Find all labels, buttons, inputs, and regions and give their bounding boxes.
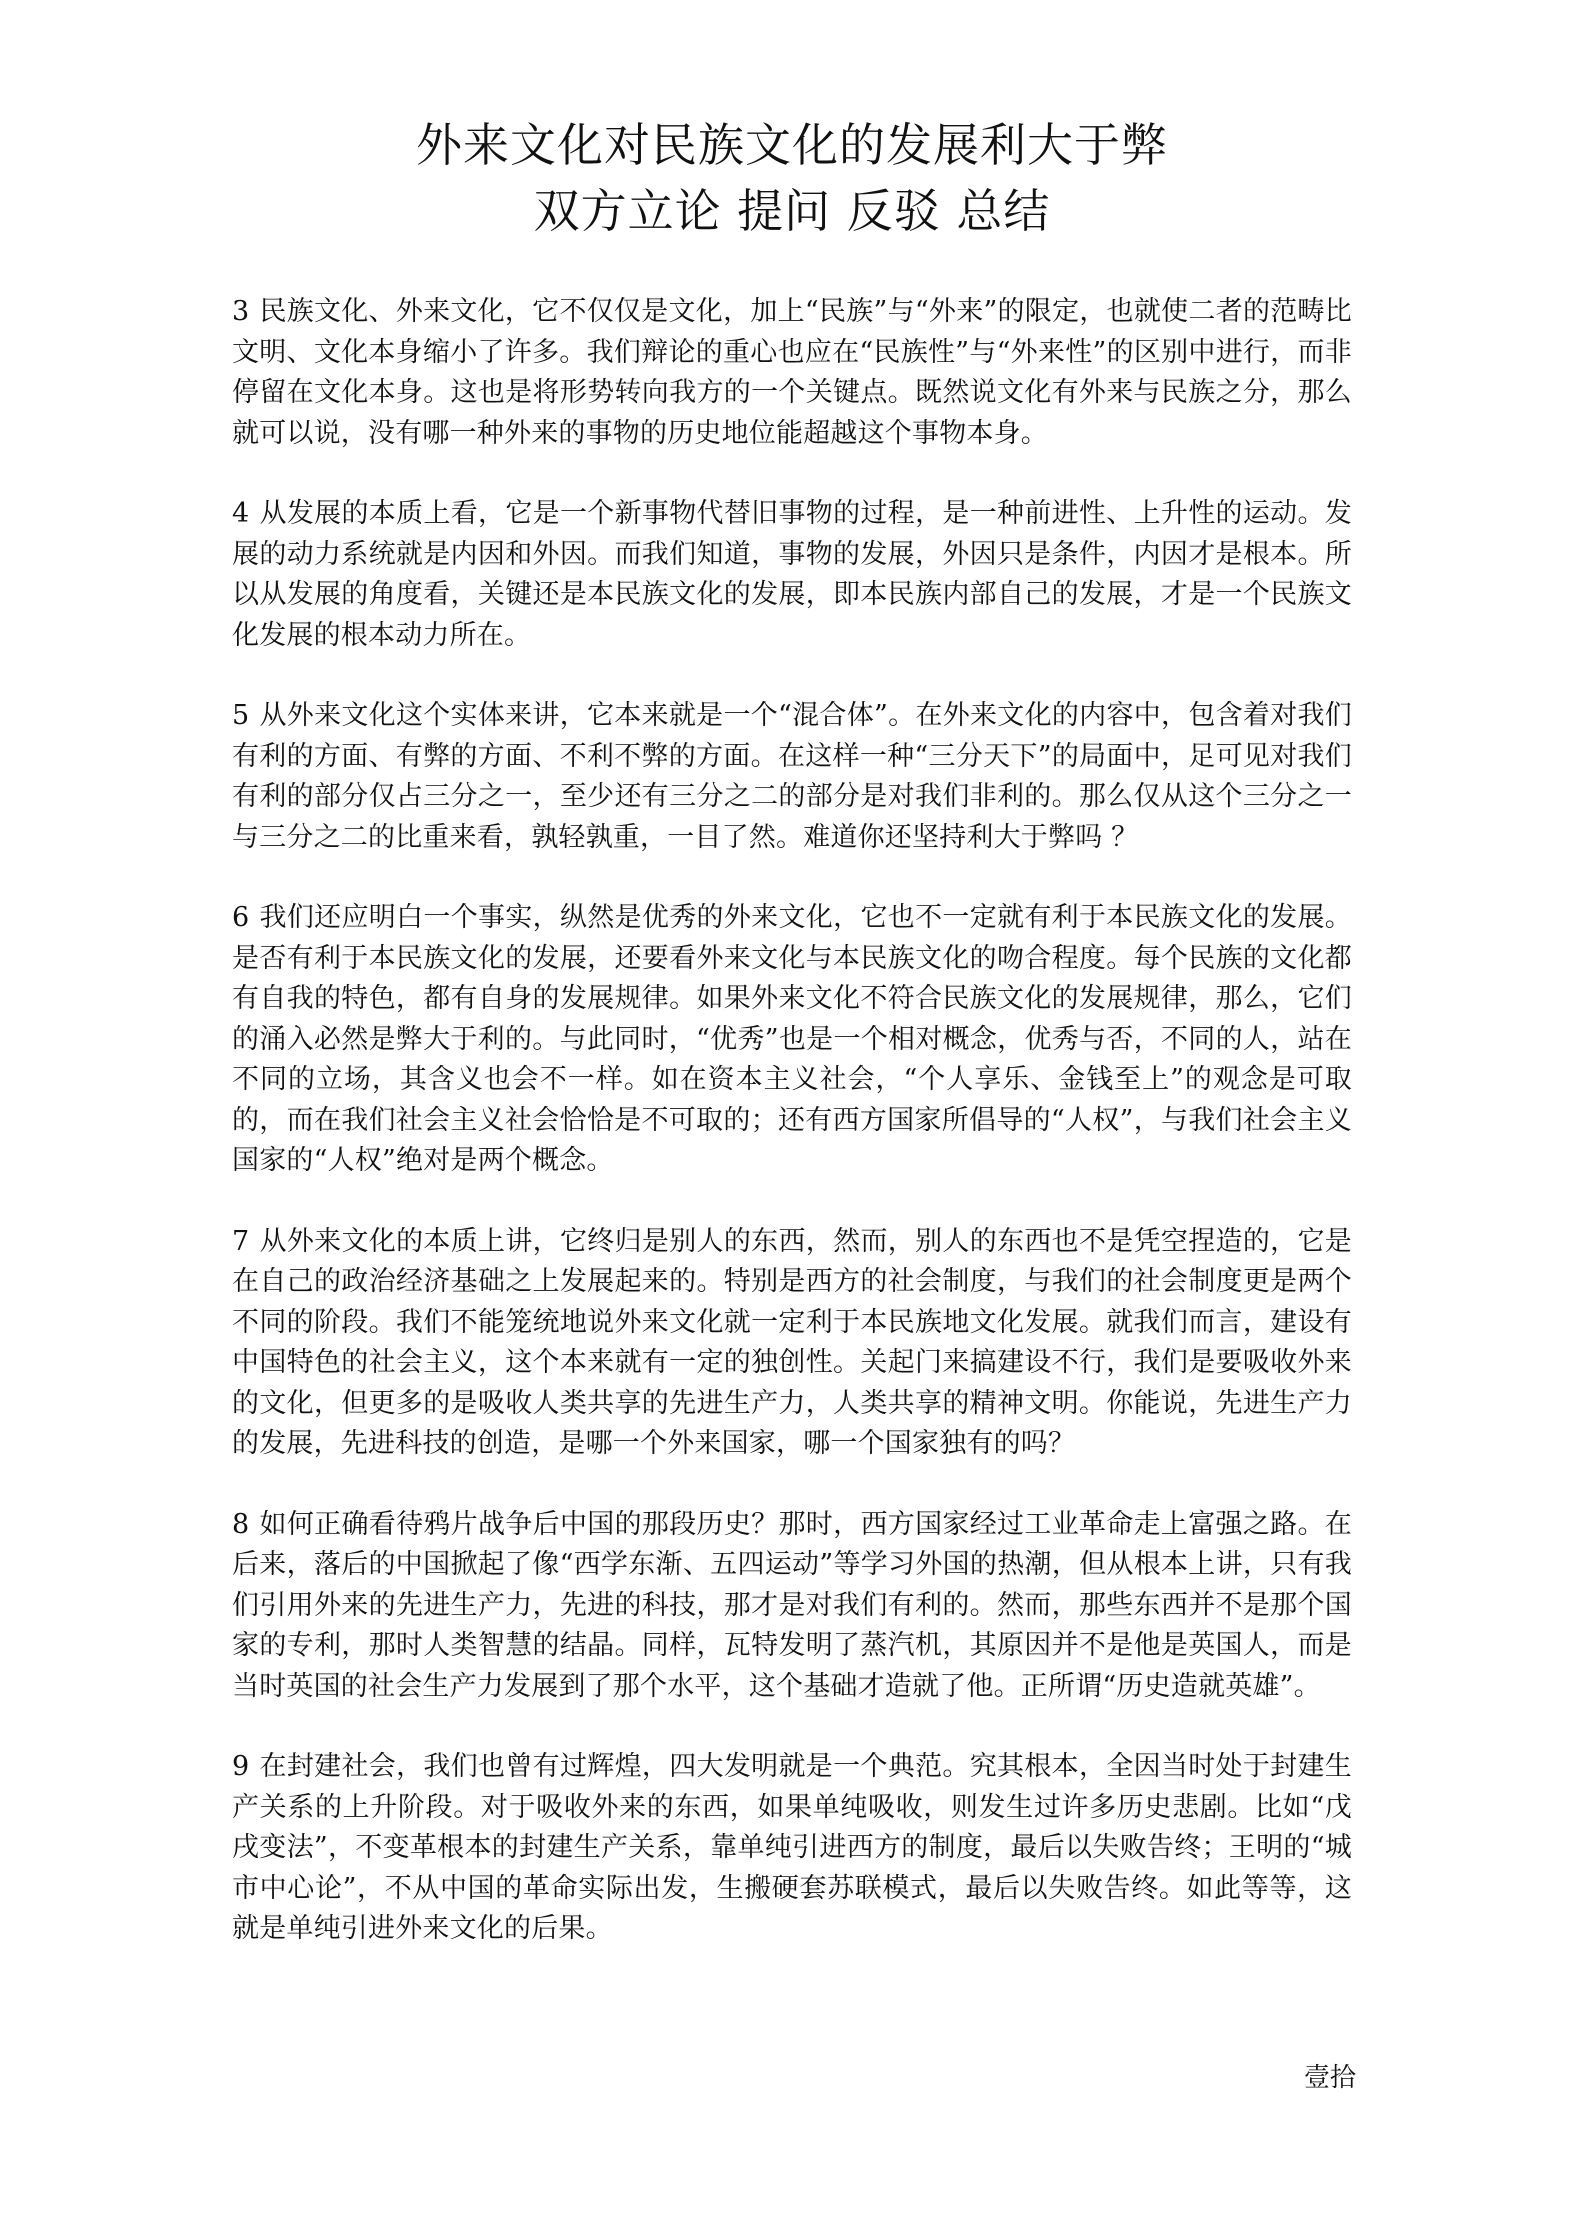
document-title: 外来文化对民族文化的发展利大于弊 — [416, 118, 1168, 172]
paragraph-number: 3 — [232, 296, 250, 327]
paragraph-text: 民族文化、外来文化，它不仅仅是文化，加上“民族”与“外来”的限定，也就使二者的范畴比文明、文化本身缩小了许多。我们辩论的重心也应在“民族性”与“外来性”的区别中进行，而非停留在文化本身。这也是将形势转向我方的一个关键点。既然说文化有外来与民族之分，那么就可以说，没有哪一种外来的事物的历史地位能超越这个事物本身。 — [232, 296, 1352, 449]
paragraph-number: 8 — [232, 1508, 250, 1540]
paragraph-6 — [232, 898, 1352, 1182]
page-number: 壹拾 — [1303, 2063, 1356, 2093]
paragraph-number: 7 — [232, 1225, 250, 1257]
paragraph-7 — [232, 1222, 1352, 1465]
paragraph-number: 5 — [232, 700, 250, 731]
paragraph-text: 如何正确看待鸦片战争后中国的那段历史？那时，西方国家经过工业革命走上富强之路。在后来，落后的中国掀起了像“西学东渐、五四运动”等学习外国的热潮，但从根本上讲，只有我们引用外来的先进生产力，先进的科技，那才是对我们有利的。然而，那些东西并不是那个国家的专利，那时人类智慧的结晶。同样，瓦特发明了蒸汽机，其原因并不是他是英国人，而是当时英国的社会生产力发展到了那个水平，这个基础才造就了他。正所谓“历史造就英雄”。 — [232, 1508, 1352, 1702]
paragraph-text: 在封建社会，我们也曾有过辉煌，四大发明就是一个典范。究其根本，全因当时处于封建生产关系的上升阶段。对于吸收外来的东西，如果单纯吸收，则发生过许多历史悲剧。比如“戊戌变法”，不变革根本的封建生产关系，靠单纯引进西方的制度，最后以失败告终；王明的“城市中心论”，不从中国的革命实际出发，生搬硬套苏联模式，最后以失败告终。如此等等，这就是单纯引进外来文化的后果。 — [232, 1751, 1352, 1944]
paragraph-text: 从外来文化这个实体来讲，它本来就是一个“混合体”。在外来文化的内容中，包含着对我们有利的方面、有弊的方面、不利不弊的方面。在这样一种“三分天下”的局面中，足可见对我们有利的部分仅占三分之一，至少还有三分之二的部分是对我们非利的。那么仅从这个三分之一与三分之二的比重来看，孰轻孰重，一目了然。难道你还坚持利大于弊吗 ？ — [232, 700, 1352, 853]
paragraph-text: 从发展的本质上看，它是一个新事物代替旧事物的过程，是一种前进性、上升性的运动。发展的动力系统就是内因和外因。而我们知道，事物的发展，外因只是条件，内因才是根本。所以从发展的角度看，关键还是本民族文化的发展，即本民族内部自己的发展，才是一个民族文化发展的根本动力所在。 — [232, 498, 1352, 651]
title-block — [0, 112, 1584, 244]
paragraph-text: 从外来文化的本质上讲，它终归是别人的东西，然而，别人的东西也不是凭空捏造的，它是在自己的政治经济基础之上发展起来的。特别是西方的社会制度，与我们的社会制度更是两个不同的阶段。我们不能笼统地说外来文化就一定利于本民族地文化发展。就我们而言，建设有中国特色的社会主义，这个本来就有一定的独创性。关起门来搞建设不行，我们是要吸收外来的文化，但更多的是吸收人类共享的先进生产力，人类共享的精神文明。你能说，先进生产力的发展，先进科技的创造，是哪一个外来国家，哪一个国家独有的吗？ — [232, 1225, 1352, 1459]
paragraph-3 — [232, 292, 1352, 454]
paragraph-8 — [232, 1505, 1352, 1708]
paragraph-5 — [232, 696, 1352, 858]
paragraph-text: 我们还应明白一个事实，纵然是优秀的外来文化，它也不一定就有利于本民族文化的发展。是否有利于本民族文化的发展，还要看外来文化与本民族文化的吻合程度。每个民族的文化都有自我的特色，都有自身的发展规律。如果外来文化不符合民族文化的发展规律，那么，它们的涌入必然是弊大于利的。与此同时，“优秀”也是一个相对概念，优秀与否，不同的人，站在不同的立场，其含义也会不一样。如在资本主义社会，“个人享乐、金钱至上”的观念是可取的，而在我们社会主义社会恰恰是不可取的；还有西方国家所倡导的“人权”，与我们社会主义国家的“人权”绝对是两个概念。 — [232, 902, 1352, 1176]
document-body — [232, 292, 1352, 1990]
paragraph-number: 6 — [232, 902, 250, 933]
paragraph-number: 9 — [232, 1751, 250, 1782]
document-subtitle: 双方立论 提问 反驳 总结 — [533, 184, 1051, 238]
paragraph-number: 4 — [232, 498, 250, 529]
paragraph-4 — [232, 494, 1352, 656]
paragraph-9 — [232, 1747, 1352, 1950]
